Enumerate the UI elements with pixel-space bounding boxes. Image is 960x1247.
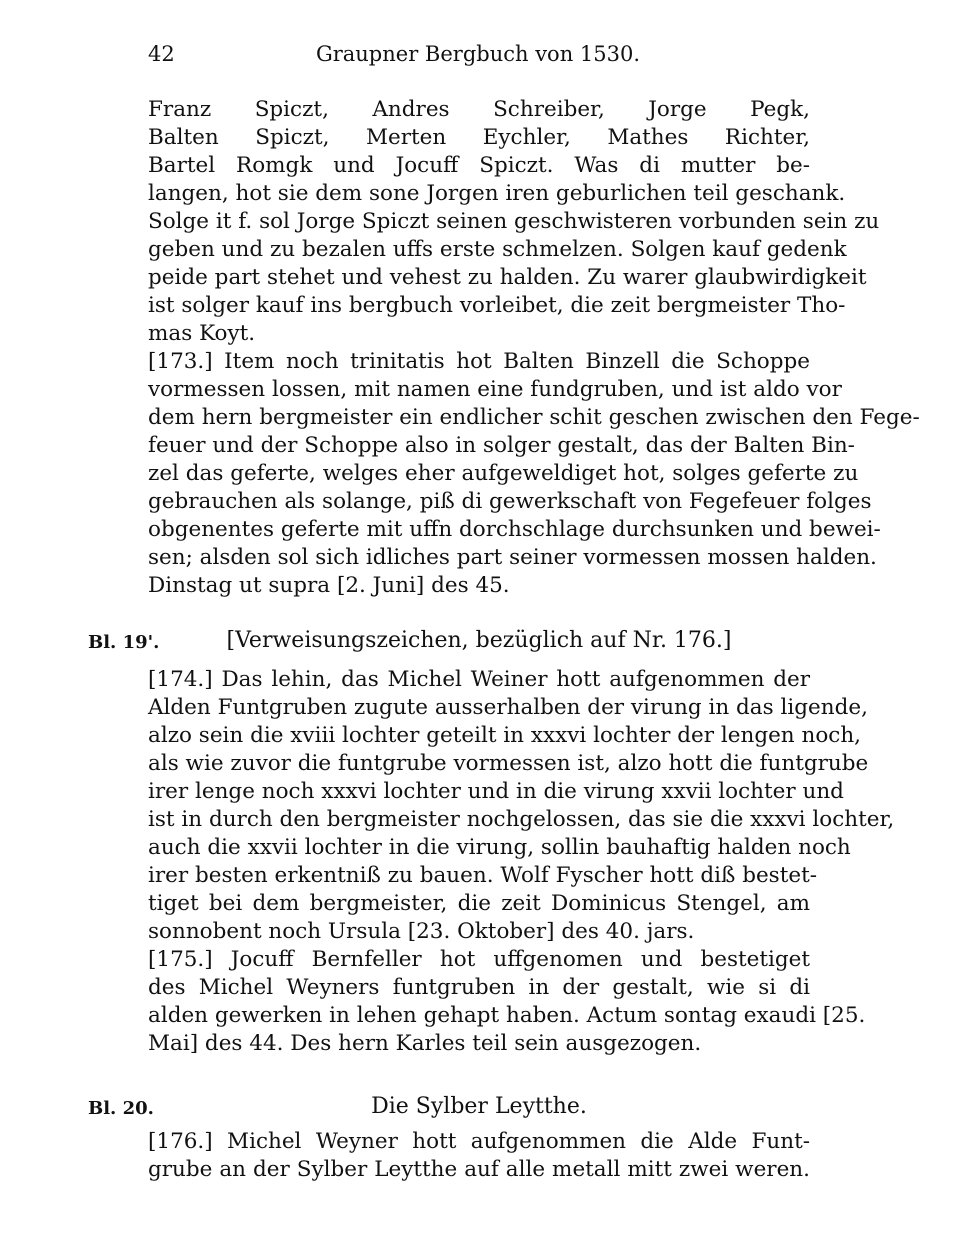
text-block-1 [148,96,920,600]
text-line: auch die xxvii lochter in die virung, sollin bauhaftig halden noch [148,835,851,860]
text-line: mas Koyt. [148,321,256,346]
page-number: 42 [148,42,175,66]
margin-note-folio: Bl. 20. [88,1098,154,1119]
text-line: langen, hot sie dem sone Jorgen iren geburlichen teil geschank. [148,181,846,206]
text-line: ist solger kauf ins bergbuch vorleibet, die zeit bergmeister Tho- [148,293,846,318]
text-line: Dinstag ut supra [2. Juni] des 45. [148,573,510,598]
text-line: [173.] Item noch trinitatis hot Balten Binzell die Schoppe [148,349,810,374]
text-line: zel das geferte, welges eher aufgeweldiget hot, solges geferte zu [148,461,859,486]
text-line: als wie zuvor die funtgrube vormessen ist, alzo hott die funtgrube [148,751,869,776]
text-line: [176.] Michel Weyner hott aufgenommen die Alde Funt- [148,1129,810,1154]
text-line: sonnobent noch Ursula [23. Oktober] des 40. jars. [148,919,695,944]
text-line: geben und zu bezalen uffs erste schmelzen. Solgen kauf gedenk [148,237,847,262]
text-line: alden gewerken in lehen gehapt haben. Actum sontag exaudi [25. [148,1003,866,1028]
text-line: Mai] des 44. Des hern Karles teil sein ausgezogen. [148,1031,702,1056]
text-line: obgenentes geferte mit uffn dorchschlage durchsunken und bewei- [148,517,881,542]
text-line: tiget bei dem bergmeister, die zeit Dominicus Stengel, am [148,891,810,916]
margin-note-folio: Bl. 19'. [88,632,160,653]
page-header [148,42,808,74]
text-line: ist in durch den bergmeister nochgelossen, das sie die xxxvi lochter, [148,807,895,832]
section-note: [Verweisungszeichen, bezüglich auf Nr. 176.] [226,628,732,653]
text-line: Solge it f. sol Jorge Spiczt seinen geschwisteren vorbunden sein zu [148,209,880,234]
section-heading: Die Sylber Leytthe. [371,1094,587,1119]
text-line: gebrauchen als solange, piß di gewerkschaft von Fegefeuer folges [148,489,872,514]
running-title: Graupner Bergbuch von 1530. [315,42,641,66]
text-line: Alden Funtgruben zugute ausserhalben der virung in das ligende, [148,695,868,720]
text-line: peide part stehet und vehest zu halden. Zu warer glaubwirdigkeit [148,265,867,290]
text-line: Balten Spiczt, Merten Eychler, Mathes Richter, [148,125,810,150]
text-line: [175.] Jocuff Bernfeller hot uffgenomen und bestetiget [148,947,810,972]
text-line: feuer und der Schoppe also in solger gestalt, das der Balten Bin- [148,433,855,458]
text-block-2 [148,666,895,1058]
text-line: sen; alsden sol sich idliches part seiner vormessen mossen halden. [148,545,877,570]
text-line: grube an der Sylber Leytthe auf alle metall mitt zwei weren. [148,1157,810,1182]
text-line: Franz Spiczt, Andres Schreiber, Jorge Pegk, [148,97,810,122]
text-line: irer lenge noch xxxvi lochter und in die virung xxvii lochter und [148,779,844,804]
text-line: [174.] Das lehin, das Michel Weiner hott aufgenommen der [148,667,810,692]
text-line: irer besten erkentniß zu bauen. Wolf Fyscher hott diß bestet- [148,863,817,888]
text-line: dem hern bergmeister ein endlicher schit geschen zwischen den Fege- [148,405,920,430]
text-block-3 [148,1128,810,1184]
text-line: alzo sein die xviii lochter geteilt in xxxvi lochter der lengen noch, [148,723,862,748]
text-line: des Michel Weyners funtgruben in der gestalt, wie si di [148,975,810,1000]
text-line: Bartel Romgk und Jocuff Spiczt. Was di mutter be- [148,153,810,178]
text-line: vormessen lossen, mit namen eine fundgruben, und ist aldo vor [148,377,842,402]
